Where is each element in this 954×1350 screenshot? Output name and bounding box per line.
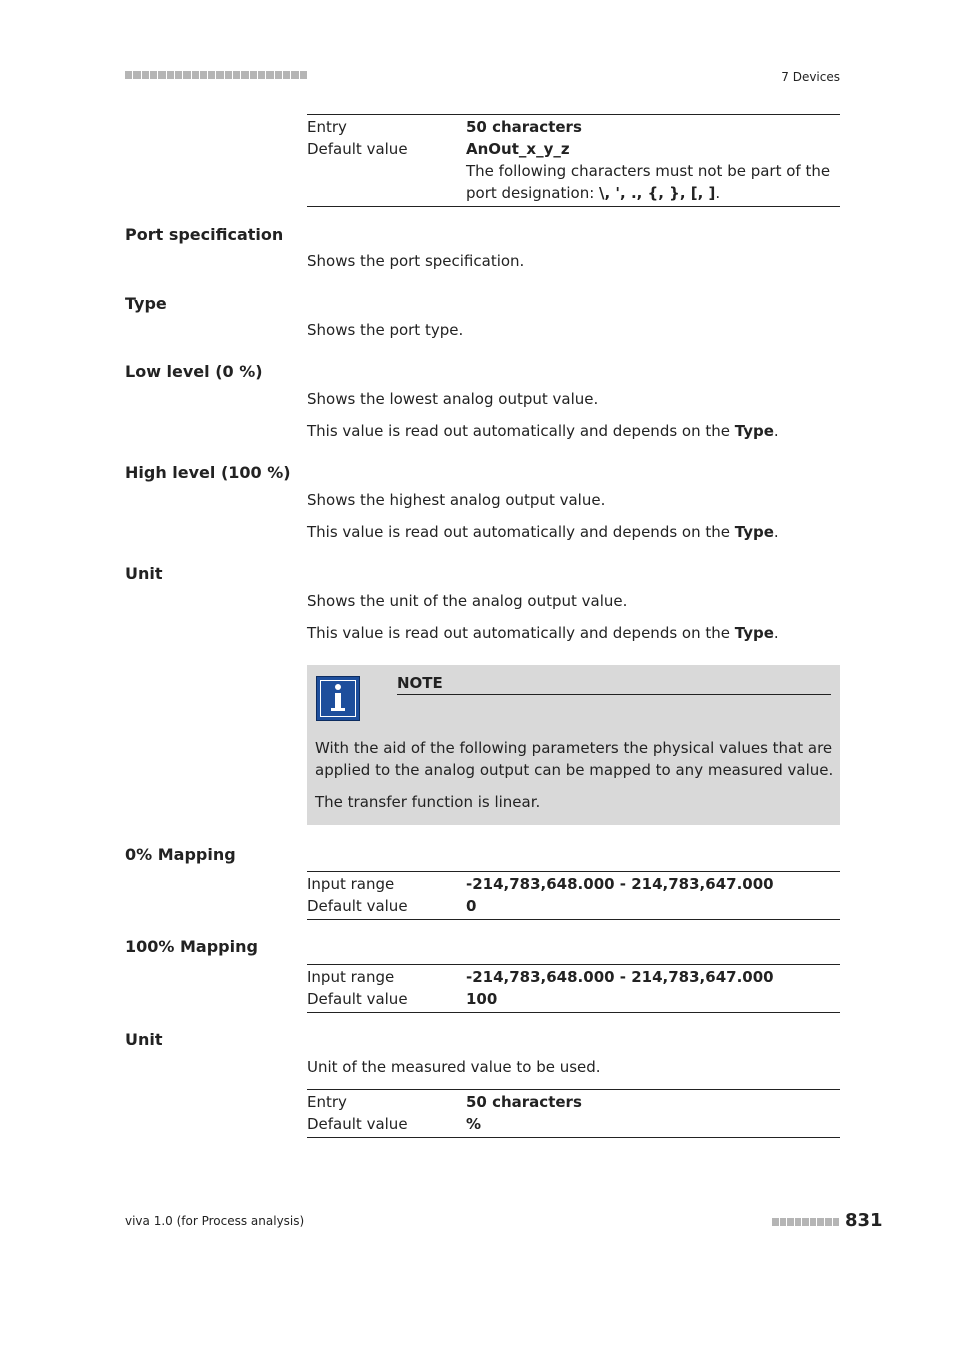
entry-label: Entry [307, 118, 347, 136]
mapping-0-table [307, 871, 840, 920]
unit-desc: Shows the unit of the analog output value. [307, 592, 628, 610]
type-desc: Shows the port type. [307, 321, 464, 339]
page-number: 831 [845, 1210, 883, 1231]
section-title-unit: Unit [125, 564, 163, 583]
default-value: 0 [466, 897, 477, 915]
mapping-100-table [307, 964, 840, 1013]
unit-measured-desc: Unit of the measured value to be used. [307, 1058, 601, 1076]
table-row: Input range -214,783,648.000 - 214,783,647.000 [307, 966, 840, 988]
table-row: Default value 0 [307, 895, 840, 917]
note-paragraph: With the aid of the following parameters the physical values that are applied to the analog output can be mapped to any measured value. [315, 739, 834, 779]
footer-product: viva 1.0 (for Process analysis) [125, 1214, 305, 1228]
default-value: AnOut_x_y_z [466, 140, 570, 158]
footer-decoration [772, 1218, 839, 1226]
note-linear: The transfer function is linear. [315, 793, 541, 811]
table-row [307, 116, 840, 138]
low-level-desc: Shows the lowest analog output value. [307, 390, 599, 408]
default-value: 100 [466, 990, 498, 1008]
note-title: NOTE [397, 674, 831, 695]
table-row: Entry 50 characters [307, 1091, 840, 1113]
chapter-title: 7 Devices [781, 70, 840, 84]
section-title-0-mapping: 0% Mapping [125, 845, 236, 864]
section-title-port-specification: Port specification [125, 225, 284, 244]
input-range-value: -214,783,648.000 - 214,783,647.000 [466, 875, 774, 893]
section-title-100-mapping: 100% Mapping [125, 937, 258, 956]
port-designation-table [307, 114, 840, 207]
default-label: Default value [307, 140, 408, 158]
table-row: Input range -214,783,648.000 - 214,783,647.000 [307, 873, 840, 895]
section-title-unit-measured: Unit [125, 1030, 163, 1049]
section-title-high-level: High level (100 %) [125, 463, 291, 482]
info-icon [316, 676, 360, 721]
restriction-line-1: The following characters must not be part of the [466, 162, 831, 180]
high-level-readout: This value is read out automatically and depends on the Type. [307, 523, 779, 541]
low-level-readout: This value is read out automatically and depends on the Type. [307, 422, 779, 440]
table-row [307, 138, 840, 160]
default-value: % [466, 1115, 482, 1133]
input-range-value: -214,783,648.000 - 214,783,647.000 [466, 968, 774, 986]
forbidden-chars: \, ', ., {, }, [, ] [599, 184, 716, 202]
high-level-desc: Shows the highest analog output value. [307, 491, 606, 509]
table-row [307, 160, 840, 204]
table-row: Default value % [307, 1113, 840, 1135]
note-box [307, 665, 840, 825]
table-row: Default value 100 [307, 988, 840, 1010]
unit-readout: This value is read out automatically and depends on the Type. [307, 624, 779, 642]
section-title-low-level: Low level (0 %) [125, 362, 263, 381]
entry-value: 50 characters [466, 118, 582, 136]
restriction-line-2-prefix: port designation: [466, 184, 600, 202]
header-decoration [125, 71, 307, 79]
unit-measured-table [307, 1089, 840, 1138]
entry-value: 50 characters [466, 1093, 582, 1111]
restriction-note: The following characters must not be part of the port designation: \, ', ., {, }, [, ]. [466, 162, 831, 202]
section-title-type: Type [125, 294, 167, 313]
port-specification-desc: Shows the port specification. [307, 252, 525, 270]
